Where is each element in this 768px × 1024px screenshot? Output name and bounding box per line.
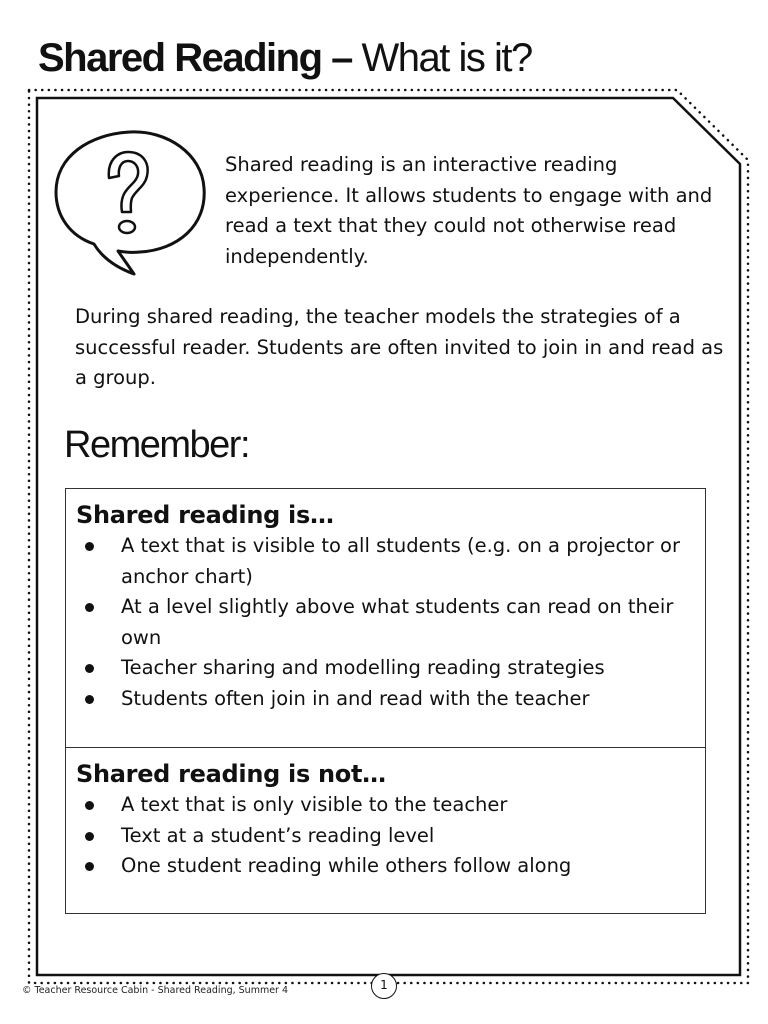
list-item-text: A text that is visible to all students (e.g. on a projector or anchor chart)	[121, 534, 680, 588]
remember-heading: Remember:	[64, 424, 249, 466]
list-item	[66, 531, 705, 592]
list-item	[66, 790, 705, 821]
list-item-text: One student reading while others follow along	[121, 854, 572, 877]
list-item-text: A text that is only visible to the teacher	[121, 793, 508, 816]
shared-reading-is-not-heading: Shared reading is not…	[76, 760, 386, 788]
list-item	[66, 653, 705, 684]
bullet-icon	[85, 664, 94, 673]
shared-reading-is-heading: Shared reading is…	[76, 501, 334, 529]
intro-paragraph: Shared reading is an interactive reading experience. It allows students to engage with and read a text that they could not otherwise read independently.	[225, 153, 713, 268]
list-item	[66, 592, 705, 653]
shared-reading-is-box	[65, 488, 706, 748]
list-item-text: Students often join in and read with the teacher	[121, 686, 590, 710]
page-title-light: What is it?	[361, 36, 532, 80]
shared-reading-is-not-list	[66, 790, 705, 882]
list-item-text: Text at a student’s reading level	[121, 823, 435, 847]
page-number: 1	[371, 973, 397, 999]
shared-reading-is-list	[66, 531, 705, 714]
bullet-icon	[85, 542, 94, 551]
bullet-icon	[85, 603, 94, 612]
page-title-bold: Shared Reading –	[38, 36, 352, 80]
list-item-text: At a level slightly above what students can read on their own	[121, 595, 674, 649]
question-speech-bubble-icon	[52, 126, 212, 286]
list-item	[66, 684, 705, 715]
bullet-icon	[85, 801, 94, 810]
shared-reading-is-not-box	[65, 747, 706, 914]
bullet-icon	[85, 695, 94, 704]
list-item	[66, 851, 705, 882]
bullet-icon	[85, 862, 94, 871]
list-item	[66, 821, 705, 852]
during-paragraph: During shared reading, the teacher models the strategies of a successful reader. Students are often invited to join in and read as a group.	[75, 305, 724, 389]
bullet-icon	[85, 832, 94, 841]
footer-copyright: © Teacher Resource Cabin - Shared Reading, Summer 4	[22, 985, 289, 996]
list-item-text: Teacher sharing and modelling reading strategies	[121, 656, 605, 679]
